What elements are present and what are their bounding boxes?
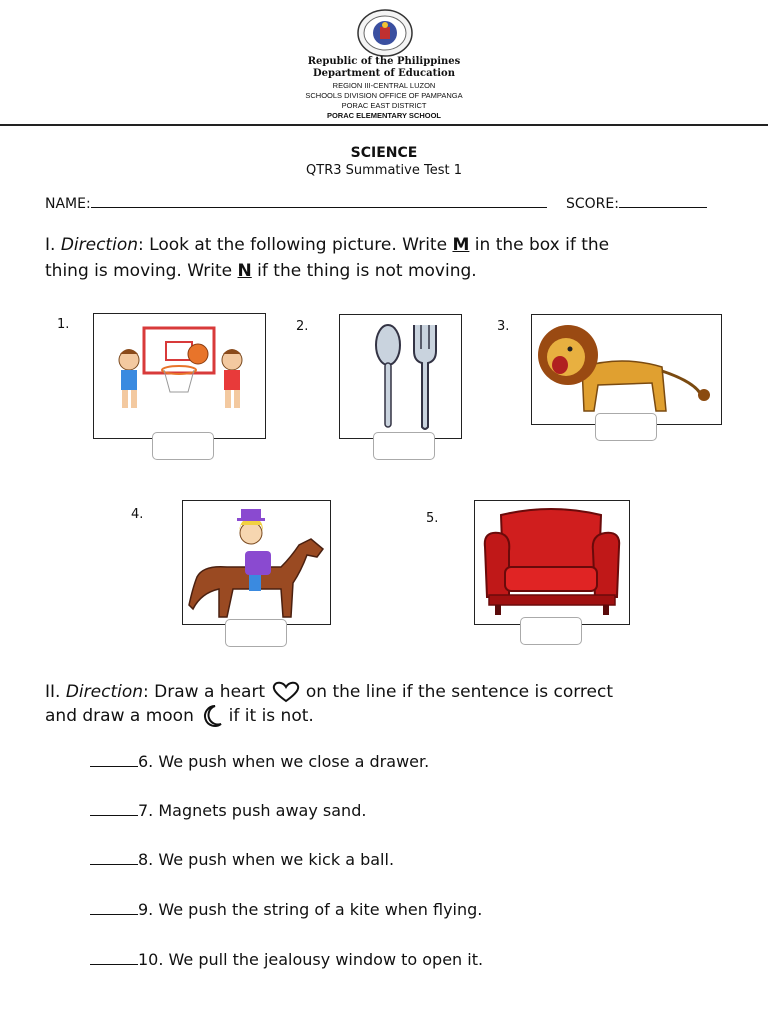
red-armchair-icon <box>474 500 630 625</box>
statement-9-text: 9. We push the string of a kite when flying. <box>138 900 483 919</box>
letter-m: M <box>452 235 470 255</box>
part2-direction <box>45 680 735 728</box>
moon-icon <box>199 704 223 728</box>
score-label: SCORE: <box>566 196 619 212</box>
name-line <box>91 195 547 208</box>
statement-10-text: 10. We pull the jealousy window to open it. <box>138 950 484 969</box>
score-field[interactable] <box>566 195 707 212</box>
answer-box-3[interactable] <box>595 413 657 441</box>
part1-text-c: thing is moving. Write <box>45 261 238 281</box>
test-title: QTR3 Summative Test 1 <box>306 163 462 178</box>
item-3-number: 3. <box>497 319 510 334</box>
answer-box-2[interactable] <box>373 432 435 460</box>
statement-9 <box>90 900 482 919</box>
letter-n: N <box>237 261 252 281</box>
part1-direction-word: Direction <box>60 235 139 255</box>
answer-line-7[interactable] <box>90 801 138 816</box>
name-label: NAME: <box>45 196 91 212</box>
part1-text-b: in the box if the <box>469 235 610 255</box>
part1-direction <box>45 232 735 284</box>
item-2-number: 2. <box>296 319 309 334</box>
score-line <box>619 195 707 208</box>
subject-title: SCIENCE <box>350 145 418 161</box>
statement-8-text: 8. We push when we kick a ball. <box>138 850 395 869</box>
republic-heading: Republic of the Philippines <box>307 56 461 67</box>
item-5-number: 5. <box>426 511 439 526</box>
answer-box-4[interactable] <box>225 619 287 647</box>
answer-box-1[interactable] <box>152 432 214 460</box>
answer-line-8[interactable] <box>90 850 138 865</box>
part1-text-a: : Look at the following picture. Write <box>138 235 453 255</box>
district-heading: PORAC EAST DISTRICT <box>341 101 427 110</box>
division-heading: SCHOOLS DIVISION OFFICE OF PAMPANGA <box>305 91 463 100</box>
department-heading: Department of Education <box>313 68 455 79</box>
basketball-players-icon <box>93 313 266 439</box>
statement-7-text: 7. Magnets push away sand. <box>138 801 367 820</box>
deped-seal <box>356 8 414 58</box>
part2-text-b: on the line if the sentence is correct <box>300 682 613 702</box>
statement-8 <box>90 850 394 869</box>
answer-line-6[interactable] <box>90 752 138 767</box>
part2-text-d: if it is not. <box>223 706 314 726</box>
statement-7 <box>90 801 366 820</box>
part2-direction-word: Direction <box>65 682 144 702</box>
statement-6 <box>90 752 429 771</box>
part2-roman: II. <box>45 682 61 702</box>
heart-icon <box>271 681 301 703</box>
roaring-lion-icon <box>531 314 722 425</box>
item-4-number: 4. <box>131 507 144 522</box>
statement-10 <box>90 950 483 969</box>
part1-roman: I. <box>45 235 56 255</box>
spoon-and-fork-icon <box>339 314 462 439</box>
answer-box-5[interactable] <box>520 617 582 645</box>
girl-riding-horse-icon <box>182 500 331 625</box>
part1-text-d: if the thing is not moving. <box>251 261 477 281</box>
part2-text-a: : Draw a heart <box>143 682 271 702</box>
answer-line-10[interactable] <box>90 950 138 965</box>
part2-text-c: and draw a moon <box>45 706 200 726</box>
item-1-number: 1. <box>57 317 70 332</box>
header-divider <box>0 124 768 126</box>
answer-line-9[interactable] <box>90 900 138 915</box>
school-heading: PORAC ELEMENTARY SCHOOL <box>326 111 442 120</box>
region-heading: REGION III-CENTRAL LUZON <box>332 81 436 90</box>
name-field[interactable] <box>45 195 547 212</box>
statement-6-text: 6. We push when we close a drawer. <box>138 752 430 771</box>
